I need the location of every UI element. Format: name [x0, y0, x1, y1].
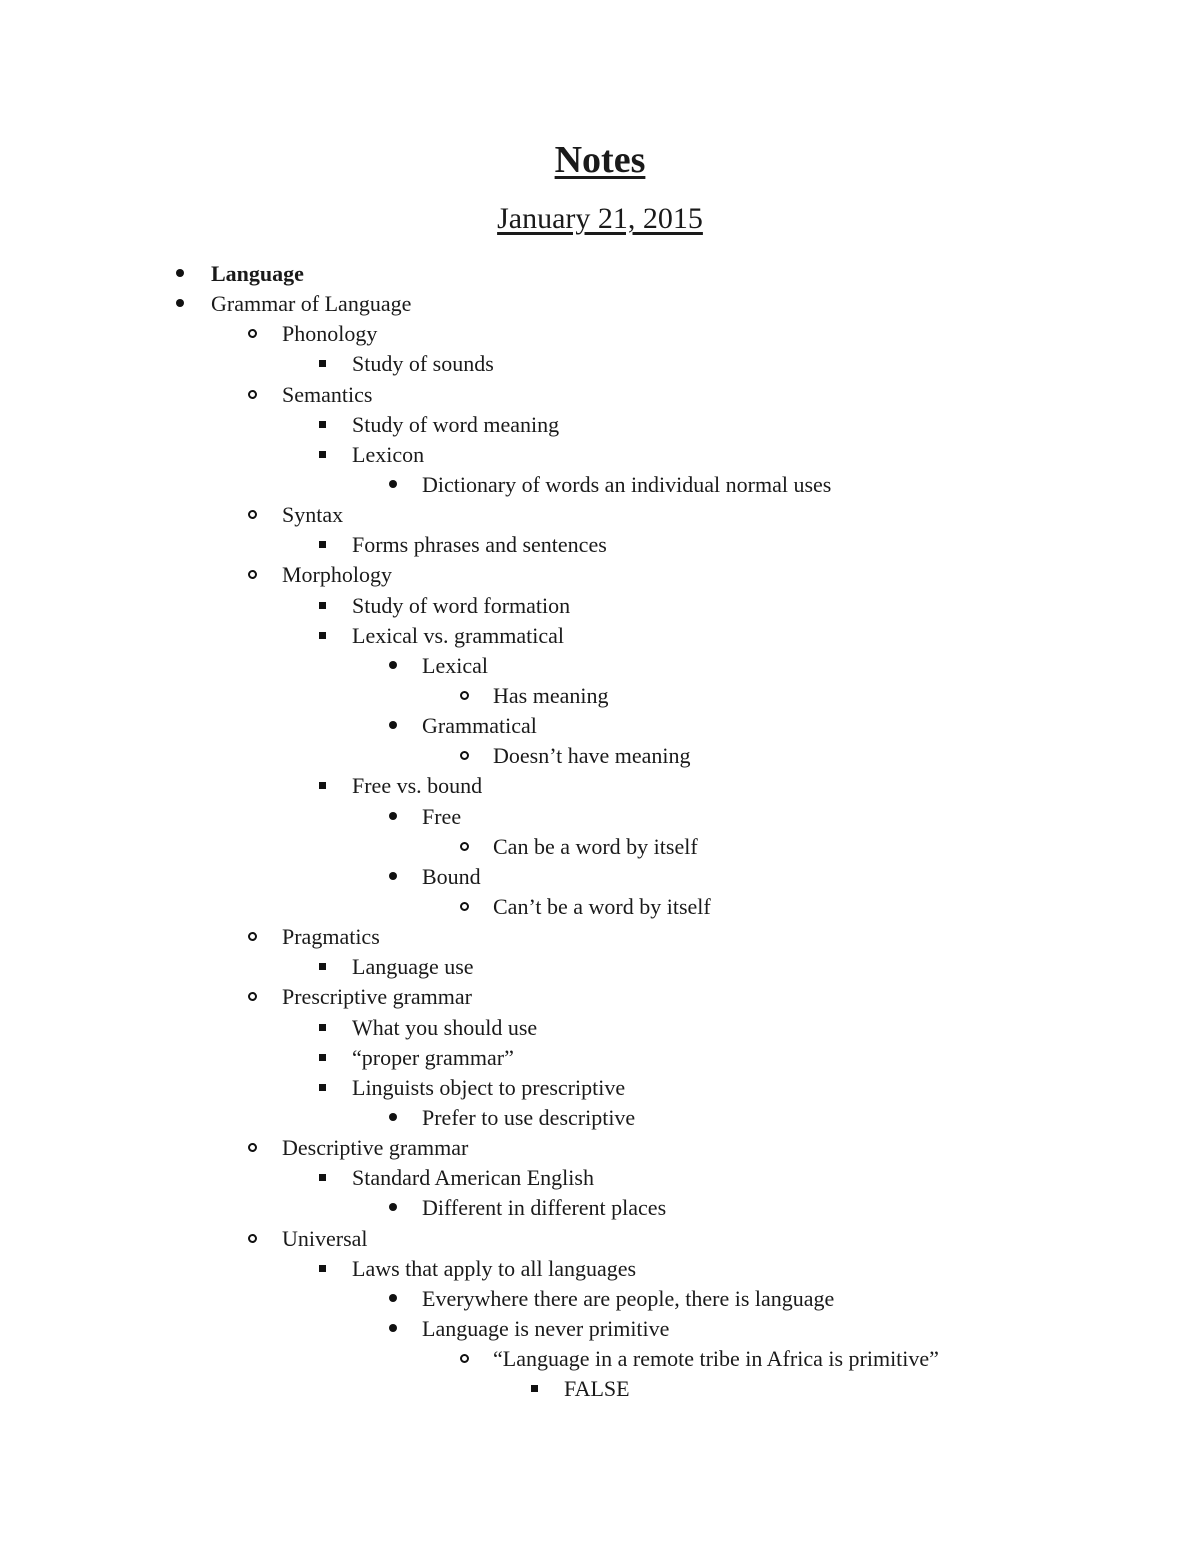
outline-item [0, 470, 1200, 500]
bullet-square-icon [319, 963, 326, 970]
outline-item-text: Bound [422, 863, 481, 889]
bullet-square-icon [319, 632, 326, 639]
outline-item [0, 922, 1200, 952]
outline-item [0, 1254, 1200, 1284]
outline-item [0, 349, 1200, 379]
bullet-circle-icon [460, 902, 469, 911]
outline-item [0, 711, 1200, 741]
outline-item [0, 771, 1200, 801]
outline-item [0, 1374, 1200, 1404]
bullet-square-icon [531, 1385, 538, 1392]
outline-item-text: Phonology [282, 321, 378, 347]
bullet-circle-icon [460, 691, 469, 700]
bullet-circle-icon [248, 1143, 257, 1152]
outline-item-text: “proper grammar” [352, 1044, 514, 1070]
outline-item-text: Semantics [282, 381, 373, 407]
outline-item [0, 862, 1200, 892]
bullet-circle-icon [248, 932, 257, 941]
outline-item-text: Prescriptive grammar [282, 984, 472, 1010]
outline-item [0, 802, 1200, 832]
bullet-square-icon [319, 1024, 326, 1031]
outline-item-text: Can be a word by itself [493, 833, 698, 859]
outline-item [0, 1103, 1200, 1133]
bullet-circle-icon [460, 1354, 469, 1363]
outline-item-text: Doesn’t have meaning [493, 743, 691, 769]
outline-item [0, 982, 1200, 1012]
outline-item-text: Linguists object to prescriptive [352, 1074, 626, 1100]
outline-item-text: “Language in a remote tribe in Africa is primitive” [493, 1346, 939, 1372]
outline-item [0, 1284, 1200, 1314]
outline-item [0, 681, 1200, 711]
bullet-circle-icon [248, 992, 257, 1001]
outline-item-text: Syntax [282, 502, 344, 528]
outline-item-text: Standard American English [352, 1165, 594, 1191]
bullet-square-icon [319, 1084, 326, 1091]
outline-item-text: Laws that apply to all languages [352, 1255, 637, 1281]
outline-item-text: Study of sounds [352, 351, 494, 377]
outline-item-text: Dictionary of words an individual normal uses [422, 471, 832, 497]
bullet-disc-icon [176, 299, 184, 307]
bullet-square-icon [319, 602, 326, 609]
outline-item [0, 440, 1200, 470]
outline-item-text: Language is never primitive [422, 1315, 670, 1341]
outline-item [0, 289, 1200, 319]
bullet-circle-icon [248, 329, 257, 338]
outline-item-text: FALSE [564, 1376, 630, 1402]
outline-item [0, 500, 1200, 530]
outline-item-text: Forms phrases and sentences [352, 532, 607, 558]
outline-item-text: Everywhere there are people, there is language [422, 1285, 835, 1311]
bullet-square-icon [319, 782, 326, 789]
outline-item [0, 1314, 1200, 1344]
bullet-circle-icon [248, 510, 257, 519]
notes-outline [0, 259, 1200, 1404]
bullet-disc-icon [389, 872, 397, 880]
bullet-disc-icon [176, 269, 184, 277]
outline-item [0, 319, 1200, 349]
page-date: January 21, 2015 [497, 202, 703, 235]
bullet-disc-icon [389, 812, 397, 820]
bullet-disc-icon [389, 480, 397, 488]
outline-item-text: Descriptive grammar [282, 1135, 469, 1161]
outline-item [0, 1073, 1200, 1103]
outline-item-text: Lexicon [352, 441, 425, 467]
outline-item [0, 560, 1200, 590]
bullet-disc-icon [389, 1294, 397, 1302]
bullet-circle-icon [248, 390, 257, 399]
bullet-circle-icon [248, 570, 257, 579]
bullet-disc-icon [389, 661, 397, 669]
outline-item [0, 892, 1200, 922]
bullet-square-icon [319, 360, 326, 367]
outline-item [0, 952, 1200, 982]
outline-item-text: Language use [352, 954, 474, 980]
outline-item [0, 1344, 1200, 1374]
bullet-disc-icon [389, 721, 397, 729]
outline-item [0, 1224, 1200, 1254]
bullet-square-icon [319, 541, 326, 548]
bullet-circle-icon [248, 1234, 257, 1243]
outline-item-text: Language [211, 261, 304, 286]
outline-item [0, 1013, 1200, 1043]
outline-item-text: Grammatical [422, 713, 537, 739]
bullet-circle-icon [460, 842, 469, 851]
bullet-square-icon [319, 1054, 326, 1061]
outline-item [0, 1193, 1200, 1223]
outline-item [0, 651, 1200, 681]
bullet-square-icon [319, 1174, 326, 1181]
outline-item-text: Universal [282, 1225, 368, 1251]
outline-item-text: Study of word formation [352, 592, 571, 618]
bullet-square-icon [319, 1265, 326, 1272]
page-title: Notes [554, 139, 646, 181]
outline-item [0, 1163, 1200, 1193]
outline-item-text: Has meaning [493, 682, 609, 708]
outline-item-text: Morphology [282, 562, 392, 588]
bullet-square-icon [319, 421, 326, 428]
outline-item [0, 621, 1200, 651]
outline-item [0, 591, 1200, 621]
outline-item [0, 1043, 1200, 1073]
outline-item-text: What you should use [352, 1014, 538, 1040]
outline-item-text: Free vs. bound [352, 773, 483, 799]
bullet-disc-icon [389, 1113, 397, 1121]
outline-item-text: Study of word meaning [352, 411, 560, 437]
outline-item [0, 832, 1200, 862]
outline-item [0, 380, 1200, 410]
outline-item [0, 259, 1200, 289]
outline-item-text: Lexical vs. grammatical [352, 622, 564, 648]
outline-item-text: Grammar of Language [211, 291, 412, 317]
outline-item-text: Free [422, 803, 462, 829]
outline-item [0, 530, 1200, 560]
outline-item-text: Can’t be a word by itself [493, 893, 711, 919]
outline-item-text: Pragmatics [282, 924, 380, 950]
outline-item [0, 1133, 1200, 1163]
outline-item-text: Prefer to use descriptive [422, 1104, 636, 1130]
outline-item [0, 741, 1200, 771]
bullet-disc-icon [389, 1203, 397, 1211]
outline-item-text: Lexical [422, 652, 488, 678]
outline-item-text: Different in different places [422, 1195, 667, 1221]
outline-item [0, 410, 1200, 440]
bullet-circle-icon [460, 751, 469, 760]
bullet-square-icon [319, 451, 326, 458]
bullet-disc-icon [389, 1324, 397, 1332]
